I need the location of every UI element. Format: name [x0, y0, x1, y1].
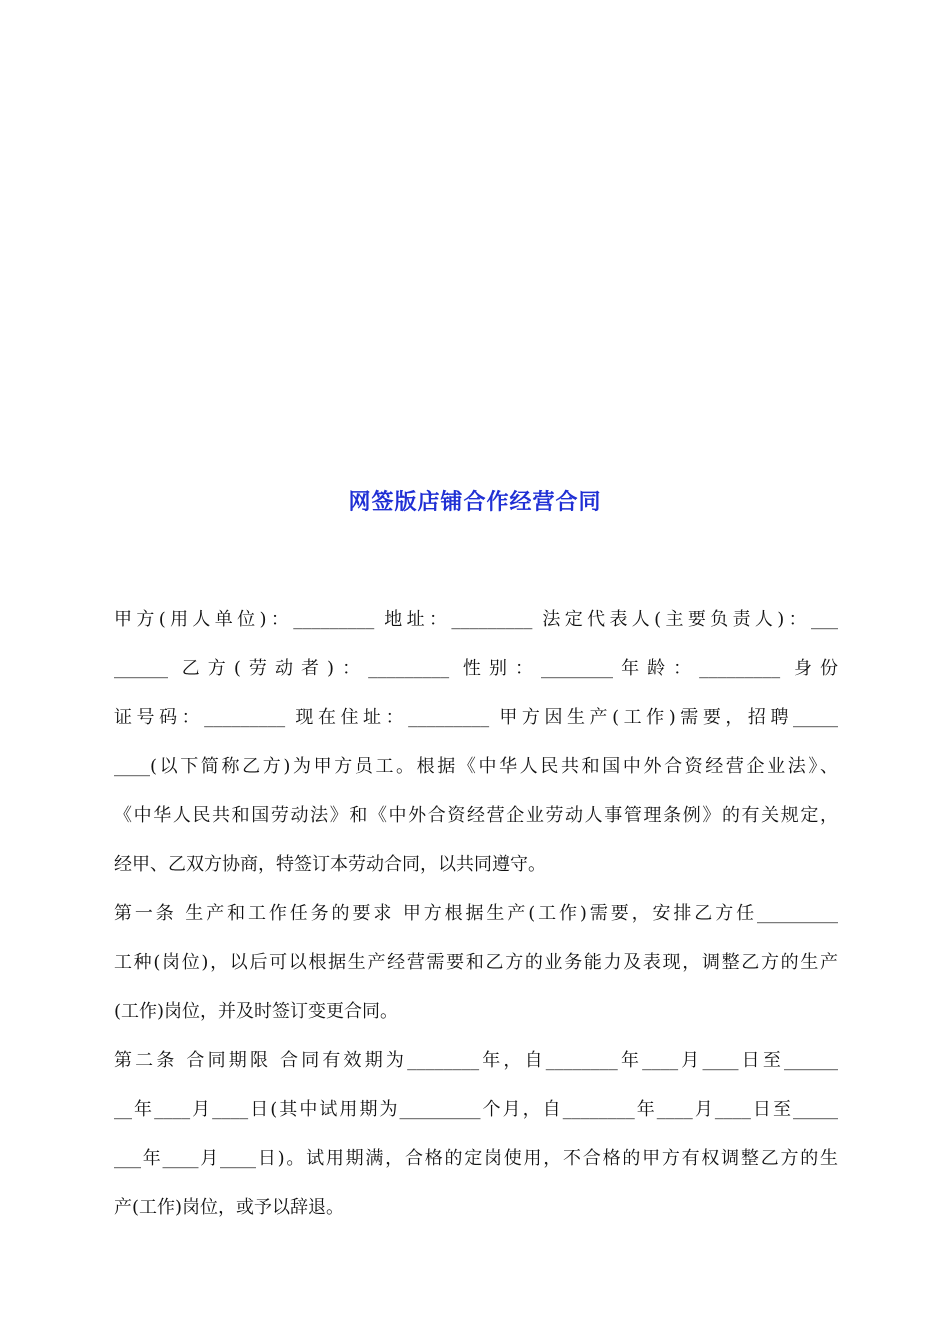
body-line: 产(工作)岗位，或予以辞退。 [114, 1197, 345, 1218]
body-line: 《中华人民共和国劳动法》和《中外合资经营企业劳动人事管理条例》的有关规定， [114, 805, 838, 826]
body-line: ___年____月____日)。试用期满，合格的定岗使用，不合格的甲方有权调整乙方的生 [114, 1148, 838, 1169]
body-line: 经甲、乙双方协商，特签订本劳动合同，以共同遵守。 [114, 854, 546, 875]
body-line: 工种(岗位)，以后可以根据生产经营需要和乙方的业务能力及表现，调整乙方的生产 [114, 952, 838, 973]
body-line: 证号码：_________ 现在住址：_________ 甲方因生产(工作)需要，招聘_____ [114, 707, 838, 728]
body-line: 甲方(用人单位)：_________ 地址：_________ 法定代表人(主要负责人)：___ [114, 609, 838, 630]
article-1-line: 第一条 生产和工作任务的要求 甲方根据生产(工作)需要，安排乙方任_________ [114, 903, 838, 924]
contract-body [114, 600, 838, 1237]
article-2-line: 第二条 合同期限 合同有效期为________年，自________年____月____日至______ [114, 1050, 838, 1071]
body-line: ____(以下简称乙方)为甲方员工。根据《中华人民共和国中外合资经营企业法》、 [114, 756, 838, 777]
body-line: ______ 乙方(劳动者)：_________ 性别：________年龄：_________ 身份 [114, 658, 838, 679]
document-title: 网签版店铺合作经营合同 [348, 490, 602, 515]
body-line: __年____月____日(其中试用期为_________个月，自________年____月____日至_____ [114, 1099, 838, 1120]
body-line: (工作)岗位，并及时签订变更合同。 [114, 1001, 399, 1022]
